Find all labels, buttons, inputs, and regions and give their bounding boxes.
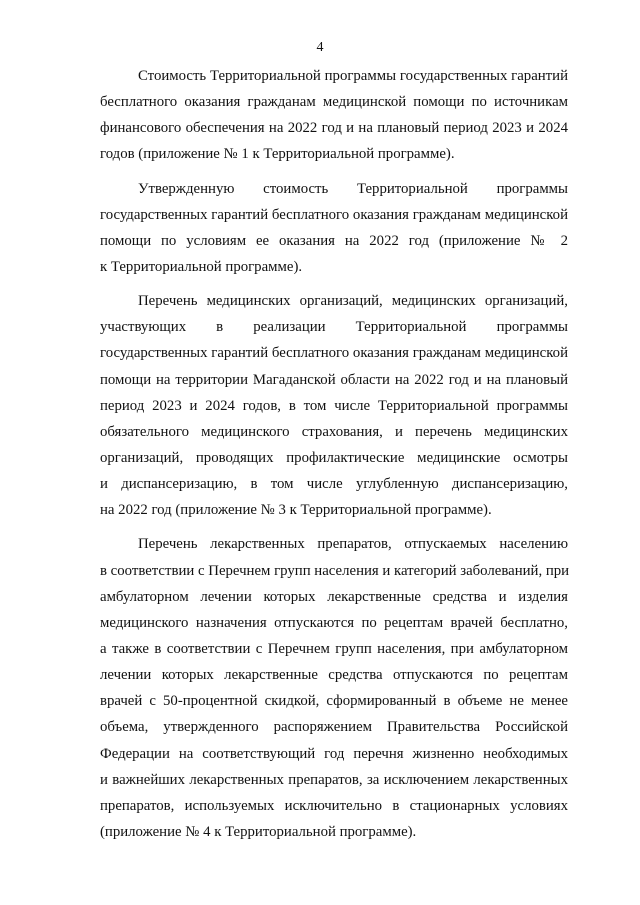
paragraph-3: [100, 288, 568, 523]
text-line: Утвержденную стоимость Территориальной программы: [138, 180, 568, 197]
text-line: помощи на территории Магаданской области на 2022 год и на плановый: [100, 371, 568, 388]
text-line: (приложение № 4 к Территориальной программе).: [100, 823, 417, 840]
text-line: Перечень медицинских организаций, медицинских организаций,: [138, 293, 568, 310]
text-line: к Территориальной программе).: [100, 258, 303, 275]
text-line: лечении которых лекарственные средства отпускаются по рецептам: [100, 667, 568, 684]
text-line: препаратов, используемых исключительно в стационарных условиях: [100, 797, 568, 814]
text-line: организаций, проводящих профилактические медицинские осмотры: [100, 449, 568, 466]
text-line: амбулаторном лечении которых лекарственные средства и изделия: [100, 588, 568, 605]
paragraph-4: [100, 531, 568, 845]
text-line: объема, утвержденного распоряжением Правительства Российской: [100, 719, 568, 736]
text-line: Стоимость Территориальной программы государственных гарантий: [138, 68, 568, 84]
text-line: государственных гарантий бесплатного оказания гражданам медицинской: [100, 206, 568, 223]
document-body: [100, 63, 568, 845]
text-line: на 2022 год (приложение № 3 к Территориальной программе).: [100, 502, 492, 519]
page-number: 4: [316, 40, 324, 55]
text-line: государственных гарантий бесплатного оказания гражданам медицинской: [100, 345, 568, 362]
text-line: Перечень лекарственных препаратов, отпускаемых населению: [138, 536, 568, 553]
text-line: и диспансеризацию, в том числе углубленную диспансеризацию,: [100, 476, 568, 493]
text-line: а также в соответствии с Перечнем групп населения, при амбулаторном: [100, 640, 568, 657]
text-line: и важнейших лекарственных препаратов, за исключением лекарственных: [100, 771, 568, 788]
text-line: медицинского назначения отпускаются по рецептам врачей бесплатно,: [100, 614, 568, 631]
paragraph-1: [100, 63, 568, 168]
text-line: годов (приложение № 1 к Территориальной программе).: [100, 146, 455, 163]
text-line: обязательного медицинского страхования, и перечень медицинских: [100, 423, 568, 440]
text-line: в соответствии с Перечнем групп населения и категорий заболеваний, при: [100, 562, 570, 579]
text-line: врачей с 50-процентной скидкой, сформированный в объеме не менее: [100, 693, 568, 710]
text-line: финансового обеспечения на 2022 год и на плановый период 2023 и 2024: [100, 120, 568, 137]
paragraph-2: [100, 176, 568, 281]
text-line: Федерации на соответствующий год перечня жизненно необходимых: [100, 745, 568, 762]
text-line: период 2023 и 2024 годов, в том числе Территориальной программы: [100, 397, 568, 414]
text-line: помощи по условиям ее оказания на 2022 год (приложение № 2: [100, 232, 568, 249]
text-line: бесплатного оказания гражданам медицинской помощи по источникам: [100, 94, 568, 111]
text-line: участвующих в реализации Территориальной программы: [100, 319, 568, 336]
